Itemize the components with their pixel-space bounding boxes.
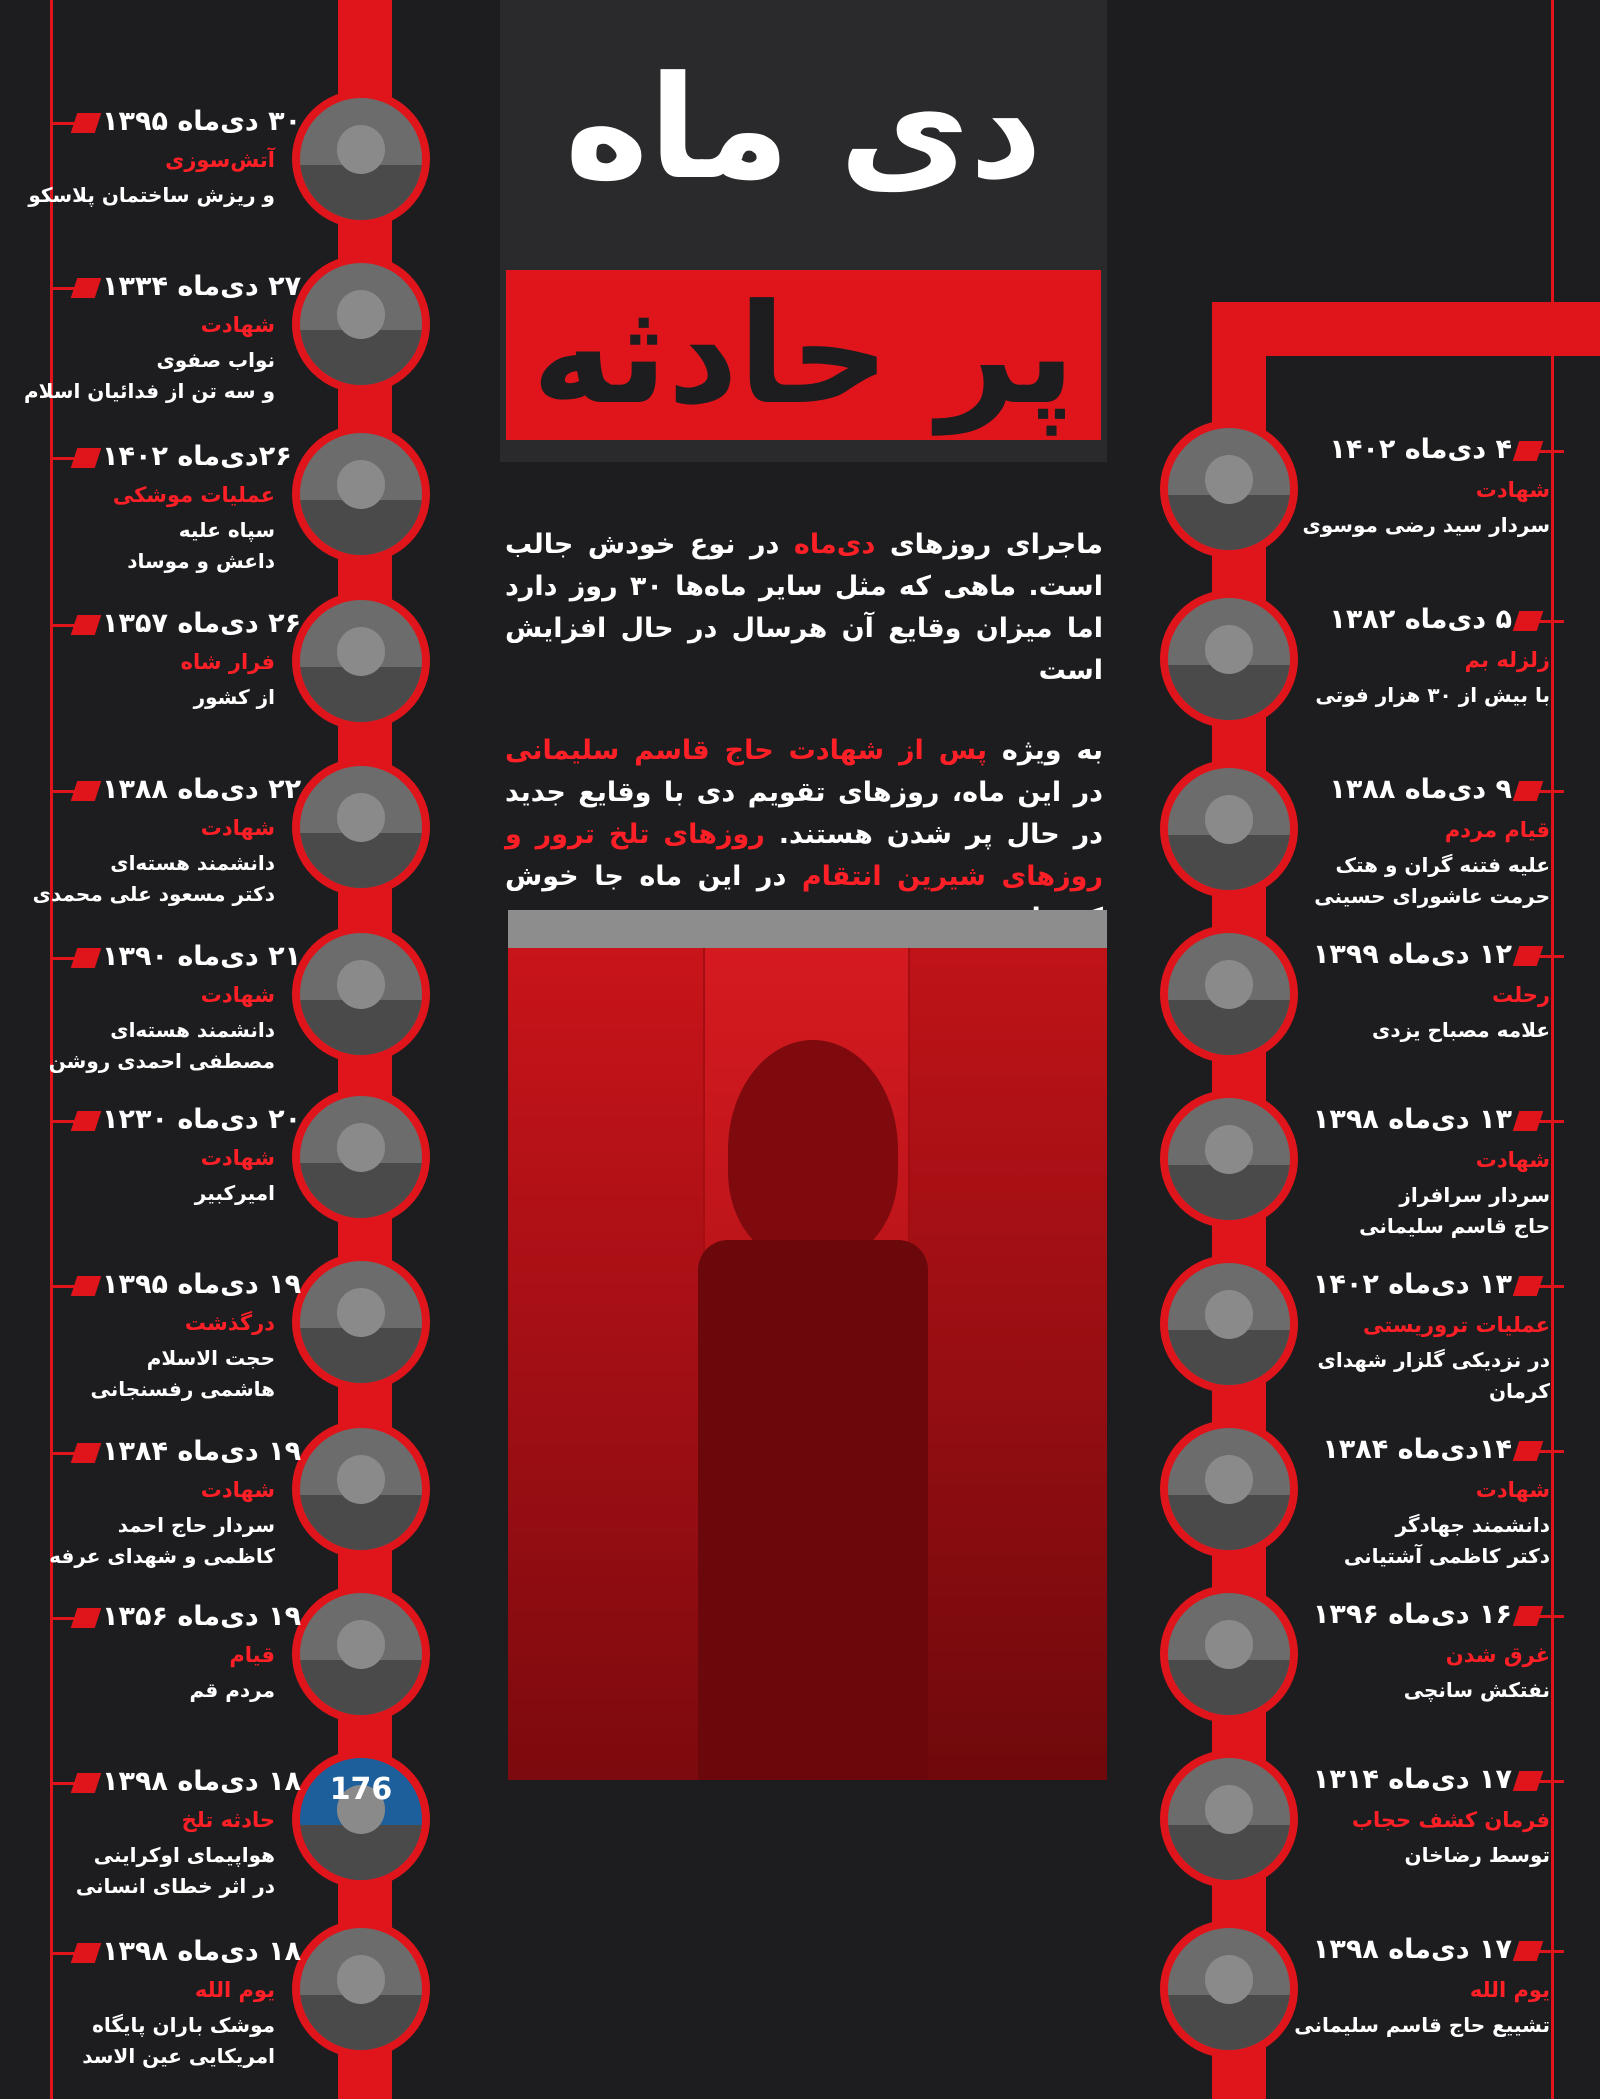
event-date: ۲۷ دی‌ماه ۱۳۳۴ (102, 271, 302, 302)
event-date: ۲۶دی‌ماه ۱۴۰۲ (102, 441, 292, 472)
event-description: علیه فتنه گران و هتک (1335, 853, 1550, 877)
event-photo (1160, 1920, 1298, 2058)
intro-paragraph-1: ماجرای روزهای دی‌ماه در نوع خودش جالب است. ماهی که مثل سایر ماه‌ها ۳۰ روز دارد اما میزان وقایع آن هرسال در حال افزایش است (505, 529, 1104, 686)
event-description: علامه مصباح یزدی (1371, 1018, 1550, 1042)
reza-shah-portrait (1168, 1758, 1290, 1880)
shoulders-silhouette (698, 1240, 928, 1780)
event-photo (1160, 590, 1298, 728)
flight-number-badge: 176 (329, 1772, 393, 1807)
plasco-building-photo (300, 98, 422, 220)
date-flag (71, 1276, 101, 1296)
timeline-event (1150, 1090, 1600, 1250)
event-date-row (1300, 1936, 1560, 1966)
event-description: مصطفی احمدی روشن (48, 1049, 275, 1073)
title-block (500, 0, 1107, 462)
event-date-row (50, 1768, 300, 1798)
event-date: ۱۴دی‌ماه ۱۳۸۴ (1322, 1434, 1512, 1465)
timeline-event (1150, 590, 1600, 750)
earthquake-ruins-photo (1168, 598, 1290, 720)
event-photo (1160, 420, 1298, 558)
date-flag (71, 448, 101, 468)
event-tag: زلزله بم (1464, 648, 1550, 672)
timeline-event (0, 758, 460, 918)
burning-tanker-photo (1168, 1593, 1290, 1715)
timeline-event (0, 925, 460, 1085)
event-tag: شهادت (1475, 478, 1550, 502)
event-date: ۴ دی‌ماه ۱۴۰۲ (1329, 434, 1512, 465)
timeline-event (0, 1420, 460, 1580)
event-date-row (1300, 1271, 1560, 1301)
event-date: ۱۸ دی‌ماه ۱۳۹۸ (102, 1936, 302, 1967)
date-flag (71, 1443, 101, 1463)
event-tag: حادثه تلخ (181, 1808, 275, 1832)
event-description: و ریزش ساختمان پلاسکو (28, 183, 275, 207)
event-date: ۹ دی‌ماه ۱۳۸۸ (1329, 774, 1512, 805)
timeline-event (1150, 925, 1600, 1085)
event-photo (292, 1585, 430, 1723)
date-flag (71, 615, 101, 635)
event-date-row (1300, 436, 1560, 466)
soleimani-poster-image (508, 910, 1107, 1780)
timeline-event (0, 1750, 460, 1910)
event-photo (292, 925, 430, 1063)
event-description: سپاه علیه (178, 518, 275, 542)
event-tag: شهادت (200, 1146, 275, 1170)
event-tag: شهادت (1475, 1148, 1550, 1172)
event-description: سردار سید رضی موسوی (1302, 513, 1550, 537)
event-date: ۱۸ دی‌ماه ۱۳۹۸ (102, 1766, 302, 1797)
timeline-event (0, 1088, 460, 1248)
event-date-row (50, 943, 300, 973)
timeline-event (1150, 1920, 1600, 2080)
event-description: با بیش از ۳۰ هزار فوتی (1315, 683, 1550, 707)
event-photo (292, 1920, 430, 2058)
timeline-event (0, 1253, 460, 1413)
event-date-row (1300, 1601, 1560, 1631)
event-date-row (1300, 1106, 1560, 1136)
highlight-soleimani: پس از شهادت حاج قاسم سلیمانی (505, 735, 988, 766)
event-description: حجت الاسلام (146, 1346, 275, 1370)
scientist-portrait (300, 766, 422, 888)
event-description: در اثر خطای انسانی (75, 1874, 275, 1898)
event-tag: عملیات تروریستی (1362, 1313, 1550, 1337)
event-date-row (50, 776, 300, 806)
event-date: ۱۳ دی‌ماه ۱۳۹۸ (1312, 1104, 1512, 1135)
event-photo (1160, 1750, 1298, 1888)
commander-portrait (300, 1428, 422, 1550)
timeline-event (1150, 1420, 1600, 1580)
event-tag: شهادت (200, 816, 275, 840)
event-date-row (50, 1603, 300, 1633)
intro-paragraph-2: به ویژه پس از شهادت حاج قاسم سلیمانی در این ماه، روزهای تقویم دی با وقایع جدید در حال پر شدن هستند. روزهای تلخ ترور و روزهای شیرین انتقام در این ماه جا خوش (505, 735, 1104, 892)
event-date: ۲۰ دی‌ماه ۱۲۳۰ (102, 1104, 302, 1135)
event-photo (292, 1253, 430, 1391)
timeline-event (0, 255, 460, 415)
child-photo (1168, 1263, 1290, 1385)
commander-portrait (1168, 428, 1290, 550)
timeline-event (1150, 1585, 1600, 1745)
event-date: ۱۲ دی‌ماه ۱۳۹۹ (1312, 939, 1512, 970)
event-tag: شهادت (1475, 1478, 1550, 1502)
event-description: دکتر کاظمی آشتیانی (1343, 1544, 1550, 1568)
timeline-event (1150, 1255, 1600, 1415)
event-description: سردار حاج احمد (117, 1513, 275, 1537)
event-tag: درگذشت (184, 1311, 275, 1335)
timeline-event (0, 1585, 460, 1745)
event-date: ۱۹ دی‌ماه ۱۳۵۶ (102, 1601, 302, 1632)
event-photo (292, 90, 430, 228)
event-description: داعش و موساد (127, 549, 275, 573)
event-description: موشک باران پایگاه (92, 2013, 275, 2037)
timeline-event (0, 592, 460, 752)
right-rail-top-bar (1212, 302, 1600, 356)
missile-launch-photo (300, 433, 422, 555)
event-description: کاظمی و شهدای عرفه (49, 1544, 275, 1568)
date-flag (71, 948, 101, 968)
funeral-crowd-photo (1168, 1928, 1290, 2050)
event-photo (292, 1420, 430, 1558)
event-description: دانشمند هسته‌ای (110, 1018, 275, 1042)
event-tag: فرار شاه (180, 650, 275, 674)
event-description: دانشمند جهادگر (1395, 1513, 1550, 1537)
event-photo (292, 1750, 430, 1888)
event-date-row (50, 1938, 300, 1968)
event-date-row (50, 273, 300, 303)
event-date: ۱۷ دی‌ماه ۱۳۹۸ (1312, 1934, 1512, 1965)
event-date-row (50, 1106, 300, 1136)
event-photo (1160, 1090, 1298, 1228)
event-date: ۳۰ دی‌ماه ۱۳۹۵ (102, 106, 302, 137)
event-date: ۵ دی‌ماه ۱۳۸۲ (1329, 604, 1512, 635)
uprising-photo (300, 1593, 422, 1715)
event-description: مردم قم (189, 1678, 275, 1702)
date-flag (71, 278, 101, 298)
event-description: نفتکش سانچی (1403, 1678, 1550, 1702)
soleimani-portrait (1168, 1098, 1290, 1220)
event-date: ۱۷ دی‌ماه ۱۳۱۴ (1312, 1764, 1512, 1795)
timeline-event (1150, 760, 1600, 920)
event-description: کرمان (1488, 1379, 1550, 1403)
event-date-row (50, 1438, 300, 1468)
date-flag (71, 781, 101, 801)
event-date: ۱۳ دی‌ماه ۱۴۰۲ (1312, 1269, 1512, 1300)
timeline-event (1150, 420, 1600, 580)
event-tag: قیام (229, 1643, 275, 1667)
date-flag (71, 113, 101, 133)
event-photo (292, 425, 430, 563)
torn-paper-edge (508, 910, 1107, 948)
date-flag (71, 1943, 101, 1963)
event-description: امریکایی عین الاسد (82, 2044, 275, 2068)
cleric-portrait (300, 1261, 422, 1383)
event-date: ۲۱ دی‌ماه ۱۳۹۰ (102, 941, 302, 972)
event-description: سردار سرافراز (1399, 1183, 1550, 1207)
event-date-row (1300, 606, 1560, 636)
event-photo (1160, 925, 1298, 1063)
event-description: هواپیمای اوکراینی (93, 1843, 275, 1867)
event-date-row (50, 443, 300, 473)
event-date-row (1300, 941, 1560, 971)
date-flag (71, 1608, 101, 1628)
event-tag: شهادت (200, 1478, 275, 1502)
event-description: حاج قاسم سلیمانی (1359, 1214, 1550, 1238)
portrait-silhouette (728, 1040, 898, 1260)
9-dey-logo (1168, 768, 1290, 890)
timeline-event (0, 90, 460, 250)
amirkabir-portrait (300, 1096, 422, 1218)
timeline-event (1150, 1750, 1600, 1910)
event-tag: شهادت (200, 313, 275, 337)
event-tag: آتش‌سوزی (165, 148, 275, 172)
event-tag: شهادت (200, 983, 275, 1007)
event-tag: رحلت (1491, 983, 1550, 1007)
scientist-portrait (1168, 1428, 1290, 1550)
event-tag: یوم الله (1469, 1978, 1550, 2002)
event-date-row (1300, 1766, 1560, 1796)
event-tag: قیام مردم (1444, 818, 1550, 842)
event-date-row (50, 610, 300, 640)
event-photo (292, 592, 430, 730)
event-date-row (1300, 776, 1560, 806)
event-photo (292, 758, 430, 896)
event-date: ۲۶ دی‌ماه ۱۳۵۷ (102, 608, 302, 639)
event-date: ۱۹ دی‌ماه ۱۳۹۵ (102, 1269, 302, 1300)
page-subtitle: پر حادثه (506, 270, 1101, 440)
event-description: امیرکبیر (194, 1181, 275, 1205)
event-date: ۱۶ دی‌ماه ۱۳۹۶ (1312, 1599, 1512, 1630)
date-flag (71, 1773, 101, 1793)
scientist-portrait (300, 933, 422, 1055)
event-tag: غرق شدن (1445, 1643, 1550, 1667)
event-tag: عملیات موشکی (112, 483, 275, 507)
event-description: نواب صفوی (156, 348, 275, 372)
event-date: ۲۲ دی‌ماه ۱۳۸۸ (102, 774, 302, 805)
timeline-event (0, 425, 460, 585)
event-date-row (50, 108, 300, 138)
event-description: از کشور (193, 685, 275, 709)
page-title: دی ماه (564, 46, 1043, 211)
event-tag: یوم الله (194, 1978, 275, 2002)
event-description: در نزدیکی گلزار شهدای (1317, 1348, 1550, 1372)
event-description: تشییع حاج قاسم سلیمانی (1294, 2013, 1550, 2037)
event-description: حرمت عاشورای حسینی (1314, 884, 1550, 908)
event-photo (1160, 1255, 1298, 1393)
event-date-row (1300, 1436, 1560, 1466)
event-date: ۱۹ دی‌ماه ۱۳۸۴ (102, 1436, 302, 1467)
event-photo (292, 1088, 430, 1226)
navvab-safavi-portrait (300, 263, 422, 385)
event-description: و سه تن از فدائیان اسلام (23, 379, 275, 403)
event-description: دانشمند هسته‌ای (110, 851, 275, 875)
event-tag: فرمان کشف حجاب (1351, 1808, 1550, 1832)
event-photo (1160, 760, 1298, 898)
event-photo (1160, 1585, 1298, 1723)
timeline-event (0, 1920, 460, 2080)
event-description: توسط رضاخان (1404, 1843, 1550, 1867)
event-photo (292, 255, 430, 393)
highlight-dey-mah: دی‌ماه (793, 529, 876, 560)
event-description: هاشمی رفسنجانی (90, 1377, 275, 1401)
highlight-terror-revenge: روزهای تلخ ترور و روزهای شیرین انتقام (505, 819, 1104, 892)
military-base-photo (300, 1928, 422, 2050)
event-date-row (50, 1271, 300, 1301)
event-description: دکتر مسعود علی محمدی (32, 882, 275, 906)
cleric-portrait (1168, 933, 1290, 1055)
shah-portrait (300, 600, 422, 722)
date-flag (71, 1111, 101, 1131)
event-photo (1160, 1420, 1298, 1558)
